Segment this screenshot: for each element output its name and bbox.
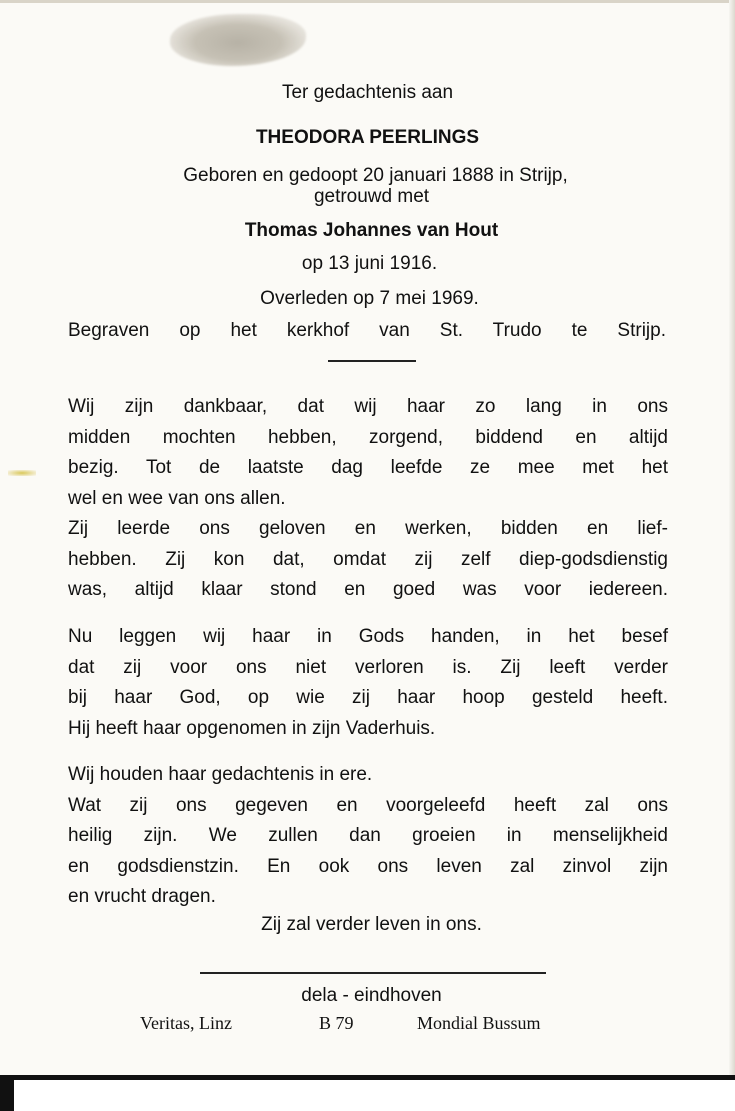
- text-line: bezig. Tot de laatste dag leefde ze mee met het: [68, 457, 668, 478]
- paragraph-2: [68, 514, 668, 606]
- paragraph-3: [68, 622, 668, 744]
- top-divider: [328, 360, 416, 362]
- deceased-name: THEODORA PEERLINGS: [255, 127, 480, 148]
- text-line: dat zij voor ons niet verloren is. Zij leeft verder: [68, 656, 668, 678]
- printer-right: Mondial Bussum: [417, 1013, 541, 1033]
- stain-smudge: [170, 14, 306, 66]
- closing-line: Zij zal verder leven in ons.: [261, 914, 482, 935]
- birth-line: Geboren en gedoopt 20 januari 1888 in Strijp,: [183, 165, 568, 186]
- text-line: Zij leerde ons geloven en werken, bidden en lief-: [68, 518, 668, 539]
- printer-left: Veritas, Linz: [140, 1013, 232, 1033]
- text-line: was, altijd klaar stond en goed was voor iedereen.: [68, 579, 668, 600]
- text-line: midden mochten hebben, zorgend, biddend en altijd: [68, 426, 668, 448]
- married-label: getrouwd met: [313, 186, 430, 207]
- text-line: bij haar God, op wie zij haar hoop gesteld heeft.: [68, 687, 668, 708]
- spouse-name: Thomas Johannes van Hout: [244, 220, 499, 241]
- text-line: wel en wee van ons allen.: [68, 487, 286, 509]
- text-line: hebben. Zij kon dat, omdat zij zelf diep-godsdienstig: [68, 548, 668, 570]
- text-line: en vrucht dragen.: [68, 886, 216, 907]
- text-line: Wij houden haar gedachtenis in ere.: [68, 764, 373, 785]
- text-line: Wat zij ons gegeven en voorgeleefd heeft zal ons: [68, 794, 668, 816]
- intro-line: Ter gedachtenis aan: [281, 82, 454, 103]
- text-line: Hij heeft haar opgenomen in zijn Vaderhuis.: [68, 717, 436, 739]
- marriage-date: op 13 juni 1916.: [301, 253, 438, 274]
- printer-code: B 79: [319, 1013, 354, 1033]
- text-line: Nu leggen wij haar in Gods handen, in het besef: [68, 626, 668, 647]
- card-bottom-shadow: [0, 1075, 735, 1080]
- footer-divider: [200, 972, 546, 974]
- text-line: Wij zijn dankbaar, dat wij haar zo lang in ons: [68, 396, 668, 417]
- corner-shadow: [0, 1075, 14, 1111]
- card-top-edge: [0, 0, 735, 3]
- paragraph-4: [68, 760, 668, 913]
- background-below-card: [0, 1075, 735, 1111]
- death-line: Overleden op 7 mei 1969.: [260, 288, 479, 309]
- text-line: en godsdienstzin. En ook ons leven zal zinvol zijn: [68, 855, 668, 877]
- text-line: heilig zijn. We zullen dan groeien in menselijkheid: [68, 825, 668, 846]
- undertaker-line: dela - eindhoven: [301, 985, 442, 1006]
- paragraph-1: [68, 392, 668, 514]
- ink-speck: [8, 470, 36, 476]
- burial-line: Begraven op het kerkhof van St. Trudo te Strijp.: [68, 320, 666, 341]
